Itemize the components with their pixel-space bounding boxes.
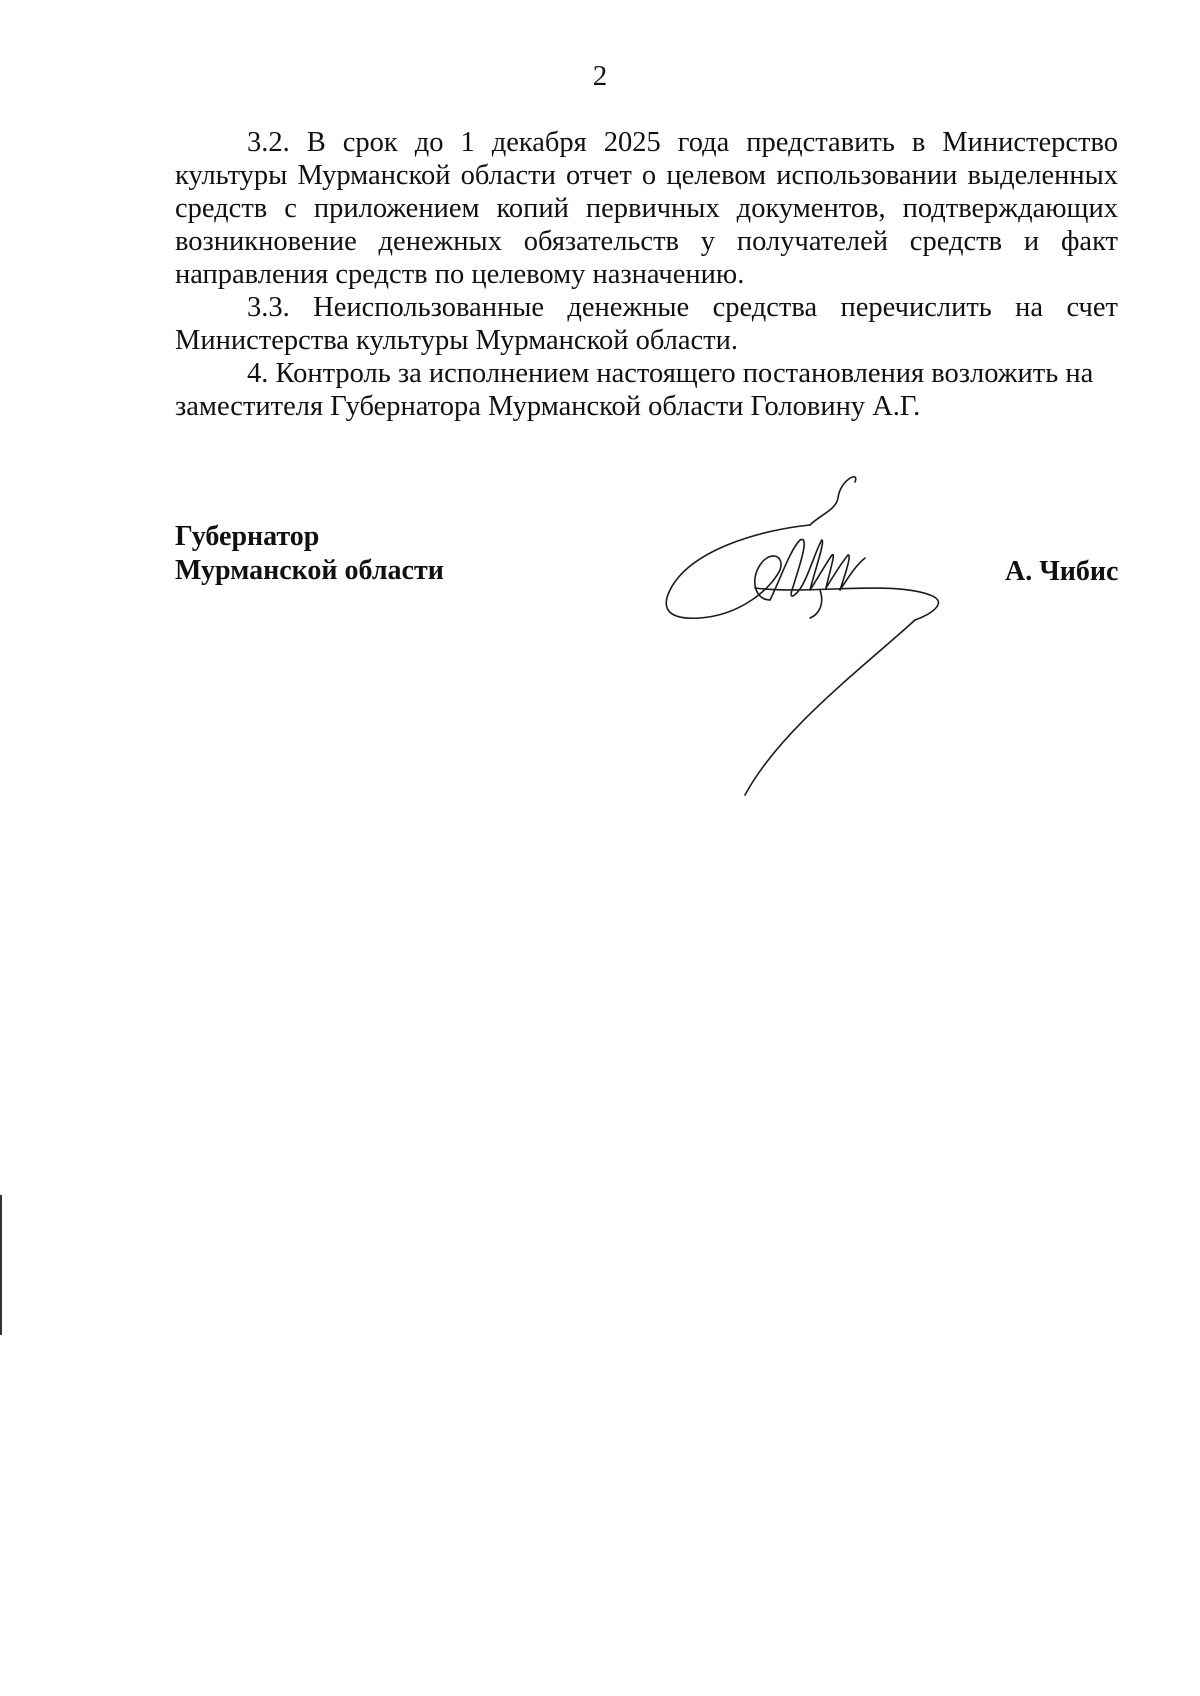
paragraph-3-2: 3.2. В срок до 1 декабря 2025 года представить в Министерство культуры Мурманской области отчет о целевом использовании выделенных средств с приложением копий первичных документов, подтверждающих возникновение денежных обязательств у получателей средств и факт направления средств по целевому назначению. (175, 127, 1118, 290)
document-body (175, 126, 1118, 423)
paragraph-4: 4. Контроль за исполнением настоящего постановления возложить на заместителя Губернатора Мурманской области Головину А.Г. (175, 358, 1094, 422)
signer-title-line1: Губернатор (175, 521, 320, 552)
scan-edge-mark (0, 1195, 2, 1335)
signer-title-line2: Мурманской области (175, 555, 444, 586)
handwritten-signature (660, 470, 960, 810)
signer-title (175, 520, 444, 588)
signer-name: А. Чибис (1005, 556, 1119, 587)
page-number: 2 (592, 60, 608, 92)
paragraph-3-3: 3.3. Неиспользованные денежные средства перечислить на счет Министерства культуры Мурманской области. (175, 292, 1118, 356)
